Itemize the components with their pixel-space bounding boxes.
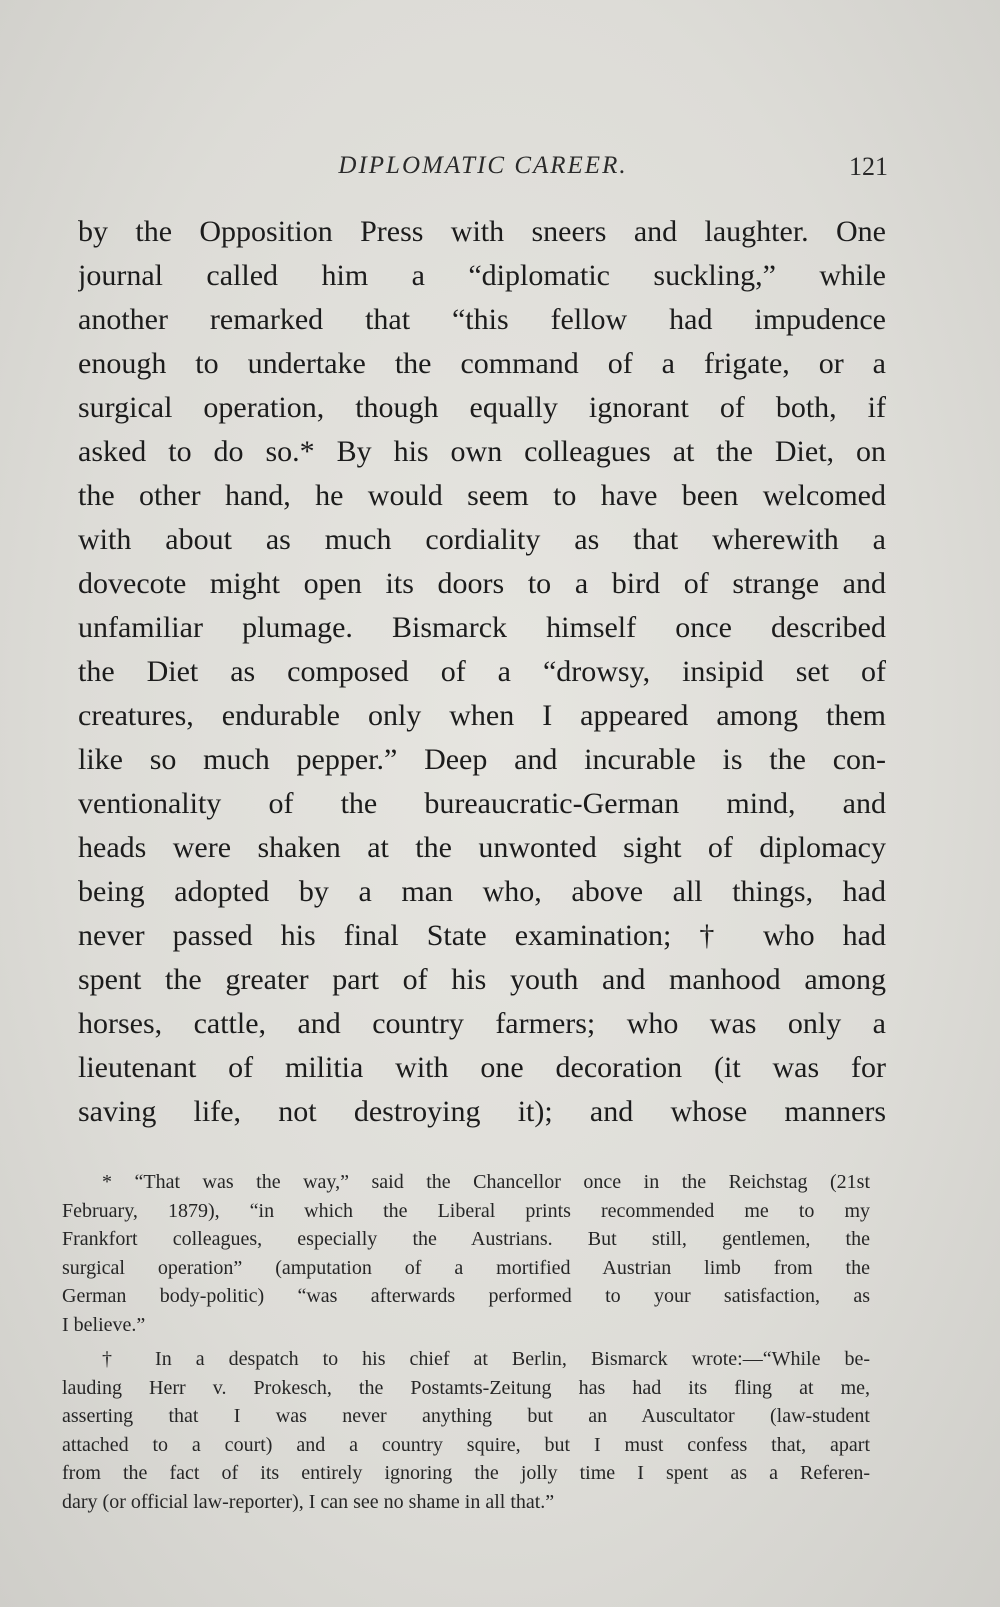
body-line: the other hand, he would seem to have been welcomed [78,479,886,512]
footnote-2 [62,1345,870,1516]
footnote-line: † In a despatch to his chief at Berlin, Bismarck wrote:—“While be- [102,1348,870,1370]
body-line: enough to undertake the command of a frigate, or a [78,347,886,380]
body-line: ventionality of the bureaucratic-German mind, and [78,787,886,820]
running-head: DIPLOMATIC CAREER. [338,152,628,179]
page-header [78,152,888,192]
footnote-line: attached to a court) and a country squire, but I must confess that, apart [62,1433,870,1456]
footnote-line: dary (or official law-reporter), I can see no shame in all that.” [62,1490,555,1513]
body-line: being adopted by a man who, above all things, had [78,875,886,908]
body-text [78,210,886,1134]
page-number: 121 [849,152,888,181]
footnote-line: German body-politic) “was afterwards performed to your satisfaction, as [62,1285,870,1307]
body-line: asked to do so.* By his own colleagues at the Diet, on [78,435,886,468]
footnote-line: February, 1879), “in which the Liberal prints recommended me to my [62,1199,870,1222]
body-line: lieutenant of militia with one decoration (it was for [78,1051,886,1084]
body-line: like so much pepper.” Deep and incurable is the con- [78,743,886,776]
footnote-line: I believe.” [62,1313,146,1336]
body-line: with about as much cordiality as that wherewith a [78,523,886,556]
footnote-line: surgical operation” (amputation of a mortified Austrian limb from the [62,1256,870,1279]
body-line: another remarked that “this fellow had impudence [78,303,886,336]
body-line: horses, cattle, and country farmers; who was only a [78,1007,886,1040]
body-line: journal called him a “diplomatic suckling,” while [78,259,886,292]
body-line: never passed his final State examination; † who had [78,919,886,952]
body-line: unfamiliar plumage. Bismarck himself once described [78,611,886,644]
footnotes [62,1168,870,1516]
footnote-1 [62,1168,870,1339]
body-line: creatures, endurable only when I appeared among them [78,699,886,732]
body-line: dovecote might open its doors to a bird of strange and [78,567,886,600]
footnote-line: Frankfort colleagues, especially the Austrians. But still, gentlemen, the [62,1228,870,1250]
footnote-line: from the fact of its entirely ignoring the jolly time I spent as a Referen- [62,1462,870,1484]
footnote-line: * “That was the way,” said the Chancellor once in the Reichstag (21st [102,1171,870,1193]
body-line: spent the greater part of his youth and manhood among [78,963,886,996]
body-line: saving life, not destroying it); and whose manners [78,1095,886,1128]
footnote-line: lauding Herr v. Prokesch, the Postamts-Zeitung has had its fling at me, [62,1376,870,1399]
footnote-line: asserting that I was never anything but an Auscultator (law-student [62,1405,870,1427]
body-line: heads were shaken at the unwonted sight of diplomacy [78,831,886,864]
body-line: surgical operation, though equally ignorant of both, if [78,391,886,424]
body-line: the Diet as composed of a “drowsy, insipid set of [78,655,886,688]
body-line: by the Opposition Press with sneers and laughter. One [78,215,886,248]
